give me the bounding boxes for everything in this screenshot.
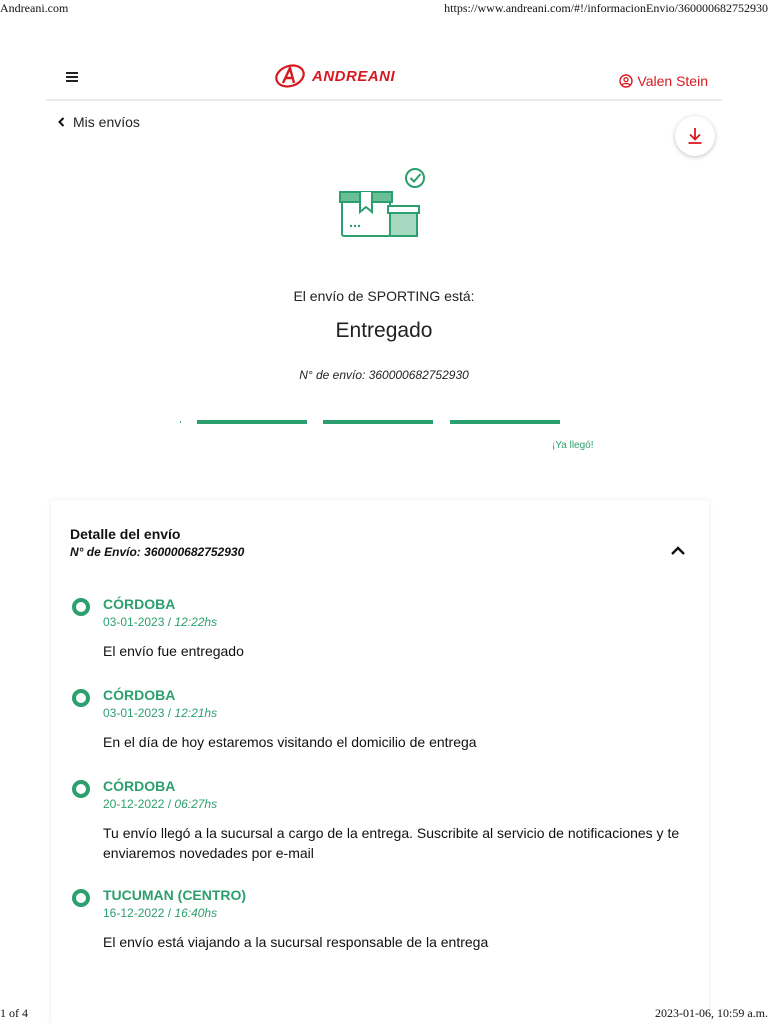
shipment-detail-card bbox=[51, 500, 709, 1024]
back-link-label: Mis envíos bbox=[73, 114, 140, 130]
tracking-number: N° de envío: 360000682752930 bbox=[299, 368, 469, 382]
status-title: Entregado bbox=[335, 319, 433, 342]
event-location: TUCUMAN (CENTRO) bbox=[103, 887, 247, 903]
download-icon bbox=[687, 127, 703, 145]
timeline-dot-icon bbox=[72, 689, 90, 707]
event-datetime: 03-01-2023 / 12:22hs bbox=[103, 615, 218, 629]
event-description: Tu envío llegó a la sucursal a cargo de la entrega. Suscribite al servicio de notificaciones y te enviaremos novedades por e-mail bbox=[103, 825, 680, 861]
chevron-left-icon bbox=[58, 117, 65, 127]
event-datetime: 20-12-2022 / 06:27hs bbox=[103, 797, 218, 811]
download-button[interactable] bbox=[675, 116, 715, 156]
andreani-logo-mark-icon bbox=[274, 64, 306, 88]
print-page-number: 1 of 4 bbox=[0, 1006, 28, 1020]
progress-step-1 bbox=[197, 420, 307, 424]
brand-name: ANDREANI bbox=[312, 67, 396, 85]
user-circle-icon bbox=[619, 74, 633, 88]
progress-bar bbox=[180, 420, 580, 424]
user-name: Valen Stein bbox=[637, 73, 708, 89]
chevron-up-icon bbox=[668, 543, 688, 559]
print-site-name: Andreani.com bbox=[0, 1, 69, 15]
user-menu[interactable] bbox=[619, 73, 708, 89]
progress-label: ¡Ya llegó! bbox=[552, 440, 594, 451]
progress-start-dot bbox=[180, 421, 181, 423]
status-intro: El envío de SPORTING está: bbox=[293, 288, 475, 304]
detail-title: Detalle del envío bbox=[70, 526, 181, 542]
event-datetime: 16-12-2022 / 16:40hs bbox=[103, 906, 218, 920]
event-description: El envío fue entregado bbox=[103, 643, 244, 659]
event-description: En el día de hoy estaremos visitando el domicilio de entrega bbox=[103, 734, 477, 750]
timeline-dot-icon bbox=[72, 780, 90, 798]
detail-tracking-number: N° de Envío: 360000682752930 bbox=[70, 545, 245, 559]
app-header bbox=[46, 57, 722, 101]
print-url: https://www.andreani.com/#!/informacionEnvio/360000682752930 bbox=[444, 1, 768, 15]
progress-step-3 bbox=[450, 420, 560, 424]
timeline-dot-icon bbox=[72, 598, 90, 616]
print-footer bbox=[0, 1006, 768, 1024]
andreani-logo[interactable] bbox=[274, 63, 395, 89]
event-location: CÓRDOBA bbox=[103, 687, 176, 703]
hamburger-icon[interactable] bbox=[66, 72, 78, 82]
timeline-dot-icon bbox=[72, 889, 90, 907]
print-header bbox=[0, 0, 768, 18]
event-location: CÓRDOBA bbox=[103, 596, 176, 612]
event-description: El envío está viajando a la sucursal responsable de la entrega bbox=[103, 934, 489, 950]
back-link-mis-envios[interactable] bbox=[58, 114, 140, 130]
delivered-package-illustration bbox=[334, 166, 430, 245]
package-delivered-icon bbox=[334, 166, 430, 240]
collapse-detail-button[interactable] bbox=[668, 543, 688, 559]
progress-step-2 bbox=[323, 420, 433, 424]
print-timestamp: 2023-01-06, 10:59 a.m. bbox=[655, 1006, 768, 1020]
event-datetime: 03-01-2023 / 12:21hs bbox=[103, 706, 218, 720]
event-location: CÓRDOBA bbox=[103, 778, 176, 794]
